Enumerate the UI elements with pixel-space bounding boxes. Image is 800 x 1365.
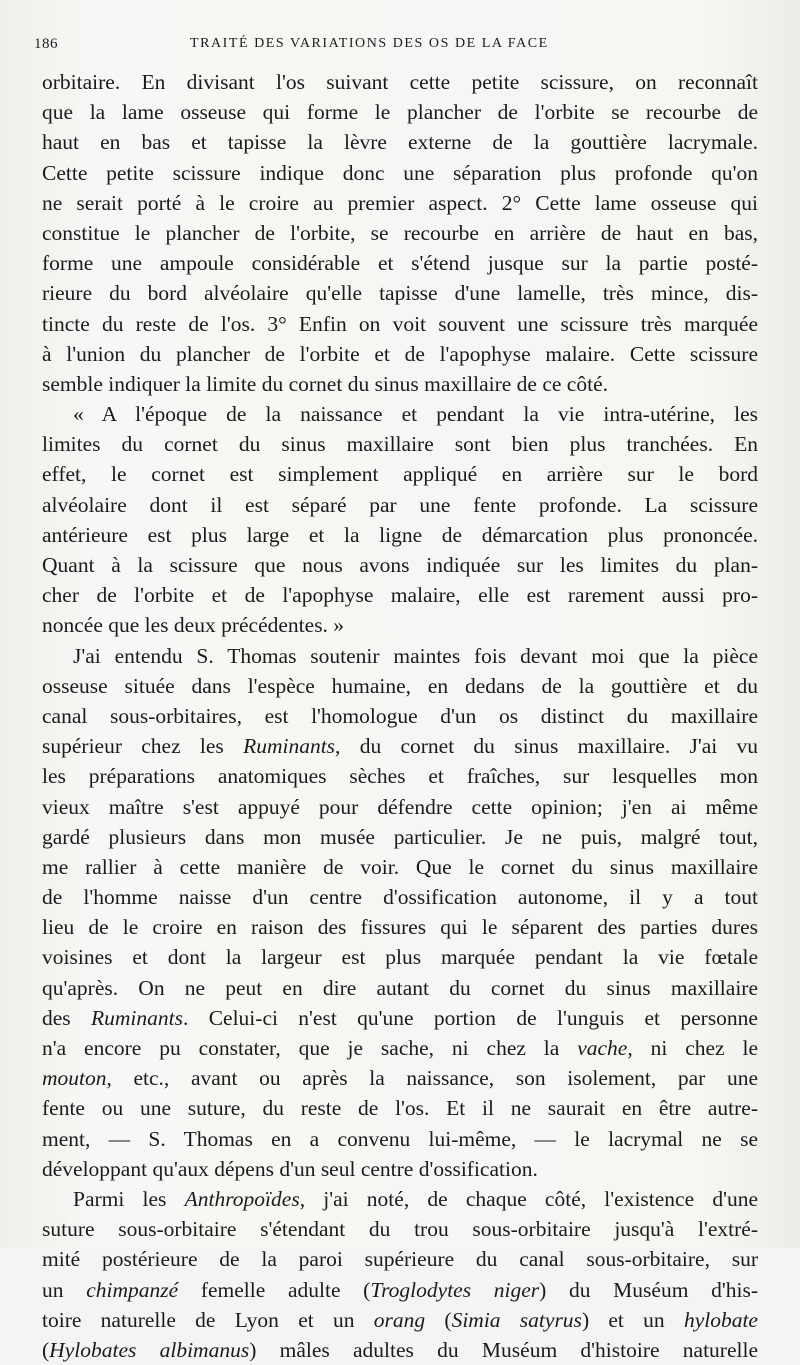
text-line: à l'union du plancher de l'orbite et de l'apophyse malaire. Cette scissure [42, 341, 758, 366]
text-line: Quant à la scissure que nous avons indiquée sur les limites du plan- [42, 553, 758, 577]
text-line: fente ou une suture, du reste de l'os. Et il ne saurait en être autre- [42, 1096, 758, 1121]
text-line: me rallier à cette manière de voir. Que le cornet du sinus maxillaire [42, 854, 758, 879]
running-title: TRAITÉ DES VARIATIONS DES OS DE LA FACE [190, 36, 549, 51]
text-line: alvéolaire dont il est séparé par une fente profonde. La scissure [42, 492, 758, 517]
text-line: voisines et dont la largeur est plus marquée pendant la vie fœtale [42, 945, 758, 970]
text-line: toire naturelle de Lyon et un orang (Simia satyrus) et un hylobate [42, 1307, 758, 1332]
text-line: tincte du reste de l'os. 3° Enfin on voit souvent une scissure très marquée [42, 311, 758, 336]
text-line: de l'homme naisse d'un centre d'ossification autonome, il y a tout [42, 885, 758, 910]
text-line: qu'après. On ne peut en dire autant du cornet du sinus maxillaire [42, 975, 758, 1000]
text-line: un chimpanzé femelle adulte (Troglodytes niger) du Muséum d'his- [42, 1277, 758, 1302]
text-line: antérieure est plus large et la ligne de démarcation plus prononcée. [42, 522, 758, 547]
text-line: que la lame osseuse qui forme le plancher de l'orbite se recourbe de [42, 100, 758, 125]
body-text [42, 67, 758, 1365]
text-line: les préparations anatomiques sèches et fraîches, sur lesquelles mon [42, 764, 758, 789]
text-line: ment, — S. Thomas en a convenu lui-même, — le lacrymal ne se [42, 1126, 758, 1151]
running-head [34, 31, 758, 57]
paragraph-3 [42, 641, 758, 1184]
text-line: orbitaire. En divisant l'os suivant cette petite scissure, on reconnaît [42, 70, 758, 94]
text-line: (Hylobates albimanus) mâles adultes du Muséum d'histoire naturelle [42, 1337, 758, 1362]
text-line: mouton, etc., avant ou après la naissance, son isolement, par une [42, 1066, 758, 1091]
text-line: rieure du bord alvéolaire qu'elle tapisse d'une lamelle, très mince, dis- [42, 281, 758, 306]
text-line: supérieur chez les Ruminants, du cornet du sinus maxillaire. J'ai vu [42, 734, 758, 759]
text-line: semble indiquer la limite du cornet du sinus maxillaire de ce côté. [42, 371, 608, 396]
text-line: cher de l'orbite et de l'apophyse malaire, elle est rarement aussi pro- [42, 583, 758, 608]
paragraph-4 [42, 1184, 758, 1365]
text-line: J'ai entendu S. Thomas soutenir maintes fois devant moi que la pièce [73, 643, 758, 668]
text-line: forme une ampoule considérable et s'étend jusque sur la partie posté- [42, 251, 758, 276]
text-line: noncée que les deux précédentes. » [42, 613, 345, 638]
text-line: constitue le plancher de l'orbite, se recourbe en arrière de haut en bas, [42, 220, 758, 245]
text-line: effet, le cornet est simplement appliqué en arrière sur le bord [42, 462, 758, 487]
text-line: Parmi les Anthropoïdes, j'ai noté, de chaque côté, l'existence d'une [73, 1186, 758, 1211]
text-line: lieu de le croire en raison des fissures qui le séparent des parties dures [42, 915, 758, 940]
text-line: ne serait porté à le croire au premier aspect. 2° Cette lame osseuse qui [42, 190, 758, 215]
text-line: suture sous-orbitaire s'étendant du trou sous-orbitaire jusqu'à l'extré- [42, 1217, 758, 1242]
text-line: « A l'époque de la naissance et pendant la vie intra-utérine, les [73, 402, 758, 427]
page-number: 186 [34, 36, 58, 52]
paragraph-2 [42, 399, 758, 641]
text-line: canal sous-orbitaires, est l'homologue d'un os distinct du maxillaire [42, 703, 758, 728]
text-line: osseuse située dans l'espèce humaine, en dedans de la gouttière et du [42, 673, 758, 698]
text-line: limites du cornet du sinus maxillaire sont bien plus tranchées. En [42, 432, 758, 457]
text-line: vieux maître s'est appuyé pour défendre cette opinion; j'en ai même [42, 794, 758, 819]
text-line: développant qu'aux dépens d'un seul centre d'ossification. [42, 1156, 538, 1181]
paragraph-1 [42, 67, 758, 399]
text-line: mité postérieure de la paroi supérieure du canal sous-orbitaire, sur [42, 1247, 758, 1272]
text-line: n'a encore pu constater, que je sache, ni chez la vache, ni chez le [42, 1036, 758, 1060]
text-line: Cette petite scissure indique donc une séparation plus profonde qu'on [42, 160, 758, 185]
text-line: des Ruminants. Celui-ci n'est qu'une portion de l'unguis et personne [42, 1005, 758, 1030]
text-line: gardé plusieurs dans mon musée particulier. Je ne puis, malgré tout, [42, 824, 758, 849]
text-line: haut en bas et tapisse la lèvre externe de la gouttière lacrymale. [42, 130, 758, 155]
